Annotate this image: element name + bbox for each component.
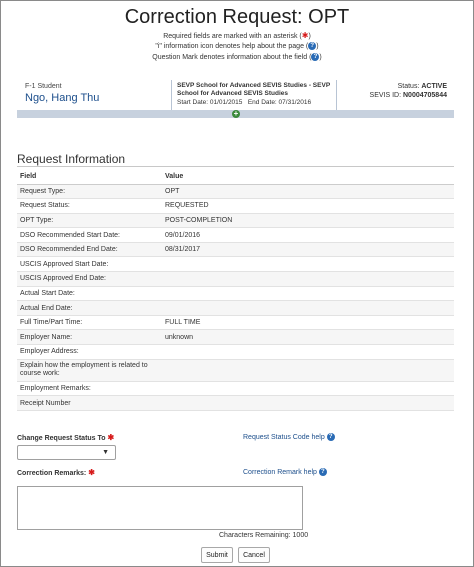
value-cell: POST-COMPLETION: [162, 213, 454, 228]
table-row: [17, 381, 454, 396]
program-dates: [177, 99, 336, 106]
field-cell: USCIS Approved End Date:: [17, 272, 162, 287]
value-cell: REQUESTED: [162, 199, 454, 214]
chevron-down-icon[interactable]: ▼: [102, 449, 109, 456]
question-icon[interactable]: ?: [327, 433, 335, 441]
school-info: [171, 80, 337, 110]
value-cell: [162, 286, 454, 301]
value-cell: 09/01/2016: [162, 228, 454, 243]
remarks-textarea[interactable]: [17, 486, 303, 530]
column-header-value: Value: [162, 170, 454, 184]
value-cell: FULL TIME: [162, 315, 454, 330]
status-badge: Status: ACTIVE: [397, 83, 447, 90]
page-title: Correction Request: OPT: [124, 6, 350, 28]
legend-required-text: Required fields are marked with an asterisk (: [163, 33, 302, 40]
field-cell: DSO Recommended Start Date:: [17, 228, 162, 243]
field-cell: DSO Recommended End Date:: [17, 242, 162, 257]
field-cell: Explain how the employment is related to course work:: [17, 359, 162, 381]
legend-question-text: Question Mark denotes information about the field (: [152, 53, 312, 61]
field-cell: OPT Type:: [17, 213, 162, 228]
value-cell: [162, 396, 454, 411]
table-row: [17, 242, 454, 257]
table-row: [17, 330, 454, 345]
table-row: [17, 345, 454, 360]
value-cell: [162, 257, 454, 272]
value-cell: OPT: [162, 184, 454, 199]
student-type: F-1 Student: [25, 83, 62, 90]
field-cell: Request Status:: [17, 199, 162, 214]
submit-button[interactable]: Submit: [201, 547, 233, 563]
required-asterisk-icon: ✱: [301, 31, 309, 40]
value-cell: [162, 301, 454, 316]
status-value: ACTIVE: [421, 83, 447, 90]
school-name: SEVP School for Advanced SEVIS Studies - SEVP School for Advanced SEVIS Studies: [177, 82, 331, 97]
program-end-date: End Date: 07/31/2016: [247, 99, 312, 106]
field-cell: Receipt Number: [17, 396, 162, 411]
field-cell: Actual Start Date:: [17, 286, 162, 301]
field-cell: Request Type:: [17, 184, 162, 199]
status-select[interactable]: [17, 445, 116, 460]
table-row: [17, 213, 454, 228]
table-row: [17, 396, 454, 411]
question-icon: ?: [311, 53, 319, 61]
legend-info-text: "i" information icon denotes help about the page (: [155, 42, 309, 50]
field-cell: Full Time/Part Time:: [17, 315, 162, 330]
table-row: [17, 184, 454, 199]
table-row: [17, 228, 454, 243]
characters-remaining: Characters Remaining: 1000: [219, 532, 309, 539]
value-cell: 08/31/2017: [162, 242, 454, 257]
cancel-button[interactable]: Cancel: [238, 547, 270, 563]
field-cell: Actual End Date:: [17, 301, 162, 316]
table-row: [17, 272, 454, 287]
change-status-label: Change Request Status To ✱: [17, 433, 115, 442]
table-row: [17, 359, 454, 381]
table-row: [17, 301, 454, 316]
expand-bar[interactable]: [17, 110, 454, 118]
status-help-link[interactable]: Request Status Code help ?: [243, 433, 335, 441]
value-cell: unknown: [162, 330, 454, 345]
student-name: Ngo, Hang Thu: [25, 92, 100, 104]
field-cell: Employment Remarks:: [17, 381, 162, 396]
required-asterisk-icon: ✱: [88, 468, 95, 477]
expand-plus-icon[interactable]: +: [233, 109, 239, 118]
info-icon: ?: [308, 42, 316, 50]
table-row: [17, 257, 454, 272]
field-cell: Employer Address:: [17, 345, 162, 360]
value-cell: [162, 345, 454, 360]
sevis-id: SEVIS ID: N0004705844: [369, 92, 447, 99]
value-cell: [162, 359, 454, 381]
student-header: [17, 80, 454, 110]
table-row: [17, 199, 454, 214]
column-header-field: Field: [17, 170, 162, 184]
legend-info: "i" information icon denotes help about the page ( ? ): [155, 42, 319, 50]
remarks-help-link[interactable]: Correction Remark help ?: [243, 468, 327, 476]
legend-required: Required fields are marked with an asterisk (✱): [163, 31, 311, 40]
section-title: Request Information: [17, 152, 126, 166]
field-cell: USCIS Approved Start Date:: [17, 257, 162, 272]
question-icon[interactable]: ?: [319, 468, 327, 476]
legend-question: Question Mark denotes information about the field ( ? ): [152, 53, 322, 61]
section-divider: [17, 166, 454, 167]
sevis-id-value: N0004705844: [403, 92, 447, 99]
table-row: [17, 315, 454, 330]
required-asterisk-icon: ✱: [107, 433, 115, 442]
request-info-table: [17, 170, 454, 411]
remarks-label: Correction Remarks: ✱: [17, 468, 95, 477]
value-cell: [162, 272, 454, 287]
program-start-date: Start Date: 01/01/2015: [177, 99, 243, 106]
field-cell: Employer Name:: [17, 330, 162, 345]
table-header-row: [17, 170, 454, 184]
value-cell: [162, 381, 454, 396]
table-row: [17, 286, 454, 301]
